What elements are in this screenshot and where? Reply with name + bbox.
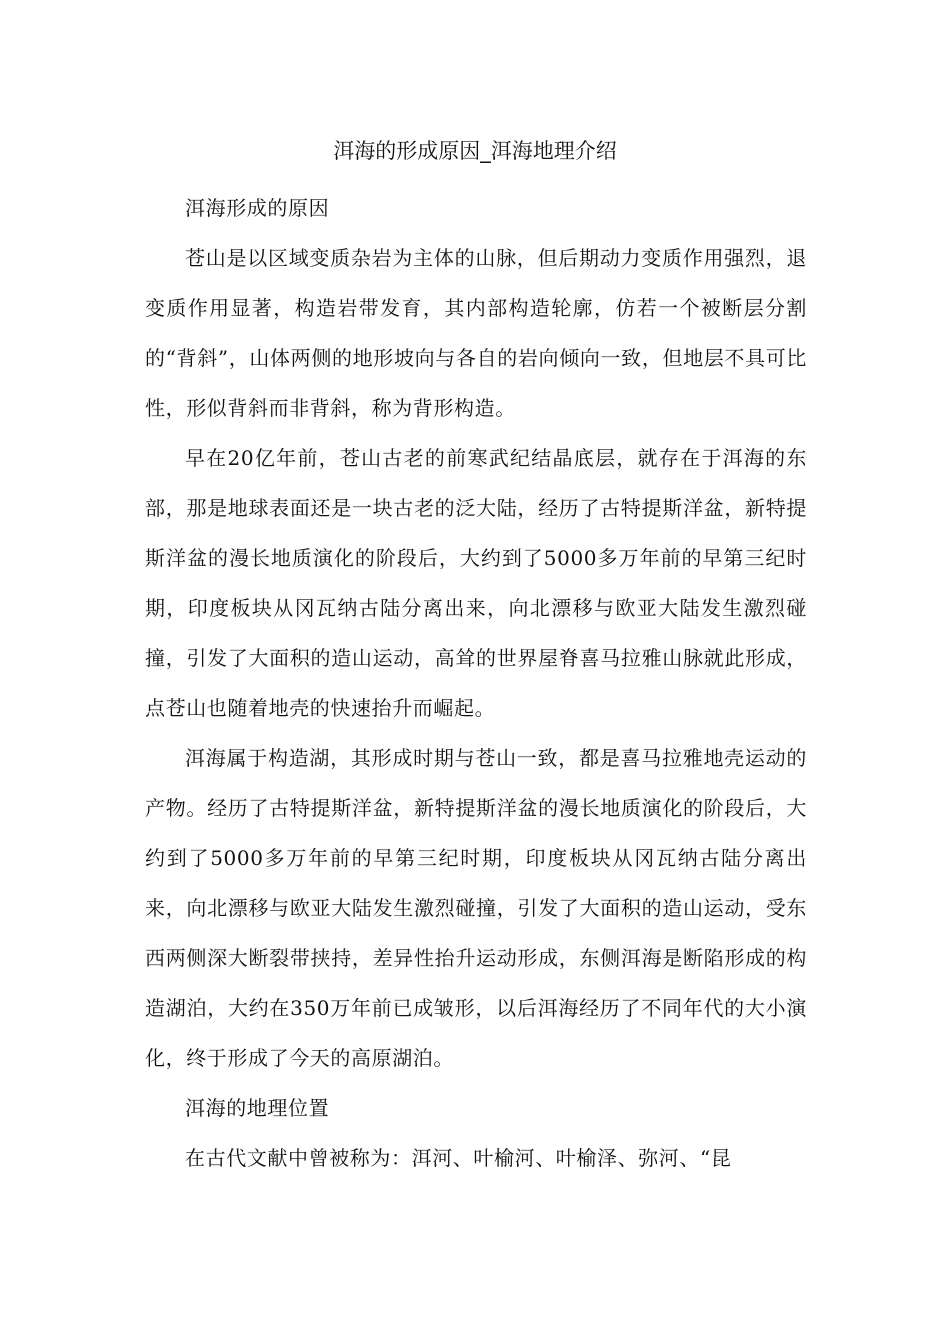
document-body (145, 183, 807, 1183)
paragraph-historical-names: 在古代文献中曾被称为：洱河、叶榆河、叶榆泽、弥河、“昆 (185, 1146, 732, 1170)
document-title: 洱海的形成原因_洱海地理介绍 (333, 139, 617, 163)
paragraph-cangshan-history: 早在20亿年前，苍山古老的前寒武纪结晶底层，就存在于洱海的东部，那是地球表面还是一块古老的泛大陆，经历了古特提斯洋盆，新特提斯洋盆的漫长地质演化的阶段后，大约到了5000多万年前的早第三纪时期，印度板块从冈瓦纳古陆分离出来，向北漂移与欧亚大陆发生激烈碰撞，引发了大面积的造山运动，高耸的世界屋脊喜马拉雅山脉就此形成，点苍山也随着地壳的快速抬升而崛起。 (145, 446, 807, 720)
paragraph-erhai-tectonic-lake: 洱海属于构造湖，其形成时期与苍山一致，都是喜马拉雅地壳运动的产物。经历了古特提斯洋盆，新特提斯洋盆的漫长地质演化的阶段后，大约到了5000多万年前的早第三纪时期，印度板块从冈瓦纳古陆分离出来，向北漂移与欧亚大陆发生激烈碰撞，引发了大面积的造山运动，受东西两侧深大断裂带挟持，差异性抬升运动形成，东侧洱海是断陷形成的构造湖泊，大约在350万年前已成皱形，以后洱海经历了不同年代的大小演化，终于形成了今天的高原湖泊。 (145, 746, 807, 1070)
section-heading-geographic-location: 洱海的地理位置 (185, 1096, 330, 1120)
section-heading-formation-causes: 洱海形成的原因 (185, 196, 330, 220)
paragraph-cangshan-structure: 苍山是以区域变质杂岩为主体的山脉，但后期动力变质作用强烈，退变质作用显著，构造岩带发育，其内部构造轮廓，仿若一个被断层分割的“背斜”，山体两侧的地形坡向与各自的岩向倾向一致，但地层不具可比性，形似背斜而非背斜，称为背形构造。 (145, 246, 807, 420)
